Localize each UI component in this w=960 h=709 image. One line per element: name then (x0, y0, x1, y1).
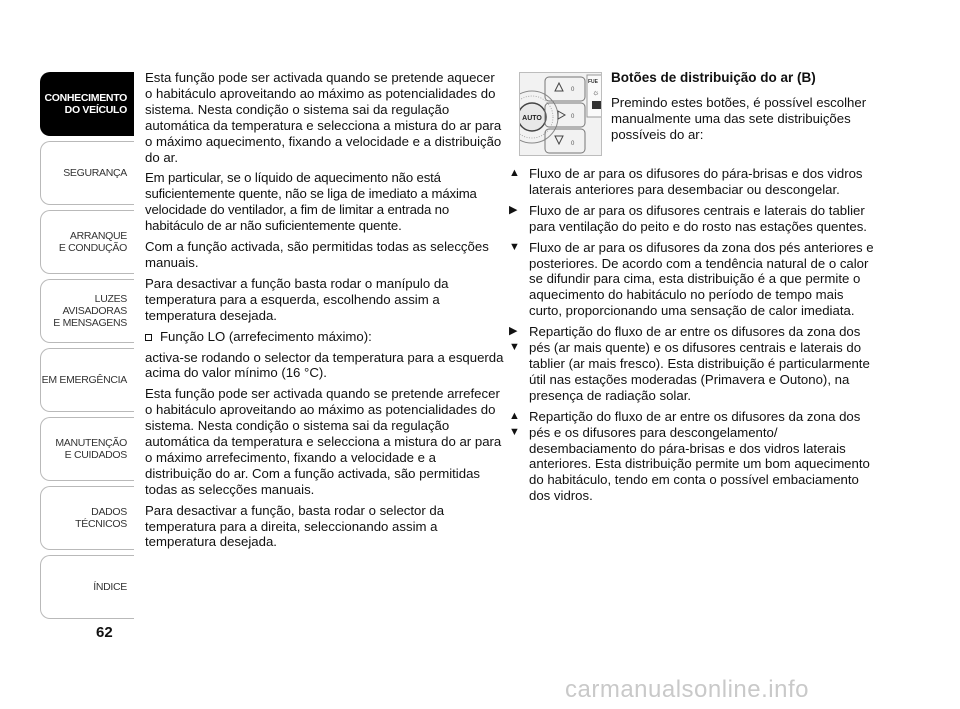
tab-luzes-avisadoras[interactable] (40, 279, 134, 343)
auto-label: AUTO (522, 115, 542, 122)
tab-seguranca[interactable] (40, 141, 134, 205)
tab-label: CONHECIMENTO DO VEÍCULO (44, 92, 127, 116)
climate-control-panel-image (519, 72, 602, 156)
section-intro: Premindo estes botões, é possível escolher manualmente uma das sete distribuições possíveis do ar: (611, 95, 867, 142)
distribution-item (509, 240, 874, 320)
up-arrow-icon: ▲ (509, 409, 520, 422)
distribution-text: Fluxo de ar para os difusores centrais e laterais do tablier para ventilação do peito e do rosto nas estações quentes. (529, 202, 867, 234)
paragraph: Esta função pode ser activada quando se pretende arrefecer o habitáculo aproveitando ao máximo as potencialidades do sistema. Nesta condição o sistema sai da regulação automática da temperatura e selecciona a mistura do ar para o máximo arrefecimento, fixando a velocidade e a distribuição do ar. Com a função activada, são permitidas todas as selecções manuais. (145, 386, 502, 497)
tab-label: ÍNDICE (93, 581, 127, 593)
distribution-list (509, 166, 874, 509)
tab-label: LUZES AVISADORAS E MENSAGENS (53, 293, 127, 329)
distribution-text: Repartição do fluxo de ar entre os difusores da zona dos pés e os difusores para descongelamento/ desembaciamento do pára-brisas e dos vidros laterais anteriores. Esta distribuição permite um bom aquecimento do habitáculo, tendo em conta o possível embaciamento dos vidros. (529, 408, 870, 504)
bullet-heading-text: Função LO (arrefecimento máximo): (160, 328, 372, 344)
tab-conhecimento-do-veiculo[interactable] (40, 72, 134, 136)
panel-drawing (520, 73, 602, 156)
tab-dados-tecnicos[interactable] (40, 486, 134, 550)
distribution-text: Fluxo de ar para os difusores do pára-brisas e dos vidros laterais anteriores para desembaciar ou descongelar. (529, 166, 863, 197)
tab-label: ARRANQUE E CONDUÇÃO (58, 230, 127, 254)
svg-text:0: 0 (571, 141, 575, 147)
tab-manutencao-e-cuidados[interactable] (40, 417, 134, 481)
right-arrow-icon: ▶ (509, 325, 518, 338)
distribution-item (509, 203, 874, 235)
distribution-item (509, 324, 874, 404)
fuel-label: FUE (588, 79, 598, 85)
tab-label: MANUTENÇÃO E CUIDADOS (55, 437, 127, 461)
paragraph: Esta função pode ser activada quando se pretende aquecer o habitáculo aproveitando ao máximo as potencialidades do sistema. Nesta condição o sistema sai da regulação automática da temperatura e selecciona a mistura do ar para o máximo aquecimento, fixando a velocidade e a distribuição do ar. (145, 70, 502, 165)
page-number: 62 (96, 624, 113, 641)
paragraph: Em particular, se o líquido de aquecimento não está suficientemente quente, não se liga de imediato a máxima velocidade do ventilador, a fim de limitar a entrada no habitáculo de ar não suficientemente quente. (145, 170, 477, 234)
distribution-text: Fluxo de ar para os difusores da zona dos pés anteriores e posteriores. De acordo com a tendência natural de o calor se difundir para cima, esta distribuição é a que permite o aquecimento do habitáculo no período de tempo mais curto, proporcionando uma sensação de calor imediata. (529, 239, 874, 319)
paragraph: Para desactivar a função basta rodar o manípulo da temperatura para a esquerda, escolhendo assim a temperatura desejada. (145, 275, 449, 323)
paragraph: Para desactivar a função, basta rodar o selector da temperatura para a direita, seleccionando assim a temperatura desejada. (145, 502, 445, 550)
tab-label: EM EMERGÊNCIA (41, 374, 127, 386)
tab-indice[interactable] (40, 555, 134, 619)
tab-arranque-e-conducao[interactable] (40, 210, 134, 274)
svg-text:☼: ☼ (592, 88, 600, 97)
paragraph: Com a função activada, são permitidas todas as selecções manuais. (145, 239, 489, 270)
down-arrow-icon: ▼ (509, 425, 520, 438)
section-title: Botões de distribuição do ar (B) (611, 70, 816, 85)
paragraph: activa-se rodando o selector da temperatura para a esquerda acima do valor mínimo (16 °C). (145, 349, 504, 381)
right-arrow-icon: ▶ (509, 203, 518, 216)
down-arrow-icon: ▼ (509, 240, 520, 253)
bullet-heading (145, 329, 505, 345)
distribution-item (509, 409, 874, 504)
tab-em-emergencia[interactable] (40, 348, 134, 412)
tab-label: SEGURANÇA (63, 167, 127, 179)
up-arrow-icon: ▲ (509, 167, 520, 179)
distribution-item (509, 166, 874, 198)
tab-label: DADOS TÉCNICOS (75, 506, 127, 530)
distribution-text: Repartição do fluxo de ar entre os difusores da zona dos pés (ar mais quente) e os difusores centrais e laterais do tablier (ar mais fresco). Esta distribuição é particularmente útil nas estações moderadas (Primavera e Outono), na presença de radiação solar. (529, 324, 870, 403)
checkbox-bullet-icon (145, 334, 152, 341)
down-arrow-icon: ▼ (509, 341, 520, 354)
svg-text:0: 0 (571, 87, 575, 93)
watermark: carmanualsonline.info (565, 676, 809, 703)
chapter-sidebar (0, 0, 134, 709)
left-text-column (145, 70, 505, 555)
svg-text:0: 0 (571, 114, 575, 120)
